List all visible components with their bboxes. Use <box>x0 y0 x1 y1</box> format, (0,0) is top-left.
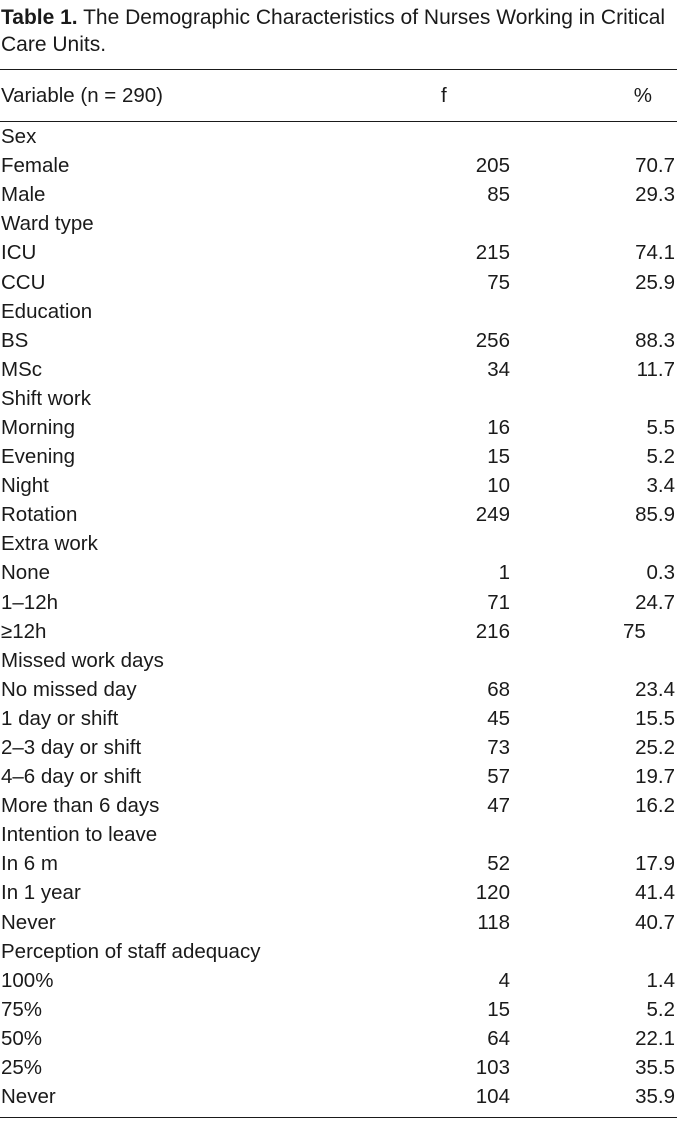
row-label: Female <box>1 154 70 178</box>
percent-cell: 25.9 <box>635 270 675 294</box>
row-label: MSc <box>1 357 42 381</box>
table-row <box>0 966 677 995</box>
frequency-cell: 103 <box>475 1056 510 1080</box>
percent-cell: 5.2 <box>646 445 675 469</box>
percent-value: 75 <box>623 619 646 643</box>
table-group-row <box>0 529 677 558</box>
table-row <box>0 908 677 937</box>
percent-cell: 11.7 <box>636 357 675 381</box>
frequency-cell: 215 <box>475 241 510 265</box>
frequency-cell: 104 <box>475 1085 510 1109</box>
percent-cell: 85.9 <box>635 503 675 527</box>
percent-cell: 22.1 <box>635 1026 675 1050</box>
column-header-percent: % <box>633 83 652 107</box>
table-group-row <box>0 820 677 849</box>
table-row <box>0 762 677 791</box>
frequency-cell: 71 <box>487 590 510 614</box>
percent-cell: 3.4 <box>646 474 675 498</box>
frequency-cell: 205 <box>475 154 510 178</box>
row-label: 25% <box>1 1056 43 1080</box>
frequency-cell: 47 <box>487 794 510 818</box>
table-row <box>0 471 677 500</box>
column-header-variable: Variable (n = 290) <box>1 83 164 107</box>
row-label: Evening <box>1 445 76 469</box>
table-group-row <box>0 646 677 675</box>
row-label: In 6 m <box>1 852 58 876</box>
row-label: Male <box>1 183 46 207</box>
frequency-cell: 68 <box>487 677 510 701</box>
frequency-cell: 64 <box>487 1026 510 1050</box>
row-label: 75% <box>1 997 43 1021</box>
percent-cell: 88.3 <box>635 328 675 352</box>
percent-cell: 29.3 <box>635 183 675 207</box>
percent-cell: 23.4 <box>635 677 675 701</box>
percent-cell: 5.5 <box>646 415 675 439</box>
table-row <box>0 442 677 471</box>
group-label: Extra work <box>1 532 98 556</box>
percent-cell: 24.7 <box>635 590 675 614</box>
row-label: CCU <box>1 270 46 294</box>
frequency-cell: 73 <box>487 736 510 760</box>
group-label: Intention to leave <box>1 823 158 847</box>
table-group-row <box>0 122 677 151</box>
row-label: Morning <box>1 415 76 439</box>
percent-cell: 17.9 <box>635 852 675 876</box>
frequency-cell: 249 <box>475 503 510 527</box>
row-label: ICU <box>1 241 37 265</box>
row-label: 100% <box>1 968 54 992</box>
row-label: 1 day or shift <box>1 706 119 730</box>
group-label: Education <box>1 299 93 323</box>
table-row <box>0 500 677 529</box>
table-caption <box>0 4 671 58</box>
group-label: Missed work days <box>1 648 164 672</box>
row-label: Night <box>1 474 49 498</box>
percent-cell: 35.9 <box>635 1085 675 1109</box>
table-row <box>0 355 677 384</box>
percent-cell: 0.3 <box>646 561 675 585</box>
row-label: Never <box>1 910 56 934</box>
table-row <box>0 1082 677 1111</box>
row-label: None <box>1 561 51 585</box>
frequency-cell: 45 <box>487 706 510 730</box>
percent-cell: 19.7 <box>635 765 675 789</box>
table-caption-label: Table 1. <box>1 6 78 29</box>
table-row <box>0 558 677 587</box>
frequency-cell: 216 <box>475 619 510 643</box>
percent-cell: 15.5 <box>635 706 675 730</box>
frequency-cell: 15 <box>487 445 510 469</box>
table-row <box>0 1024 677 1053</box>
table-row <box>0 326 677 355</box>
table-row <box>0 733 677 762</box>
frequency-cell: 4 <box>498 968 510 992</box>
row-label: In 1 year <box>1 881 81 905</box>
percent-cell: 40.7 <box>635 910 675 934</box>
percent-cell: 5.2 <box>646 997 675 1021</box>
percent-cell <box>510 617 677 646</box>
percent-cell: 25.2 <box>635 736 675 760</box>
table-row <box>0 849 677 878</box>
percent-cell: 16.2 <box>635 794 675 818</box>
row-label: More than 6 days <box>1 794 160 818</box>
table-row <box>0 180 677 209</box>
table-group-row <box>0 297 677 326</box>
table-body <box>0 122 677 1111</box>
percent-cell: 74.1 <box>635 241 675 265</box>
row-label: 1–12h <box>1 590 59 614</box>
percent-cell: 41.4 <box>635 881 675 905</box>
table-row <box>0 238 677 267</box>
frequency-cell: 15 <box>487 997 510 1021</box>
row-label: No missed day <box>1 677 137 701</box>
frequency-cell: 256 <box>475 328 510 352</box>
table-row <box>0 617 677 646</box>
row-label: 50% <box>1 1026 43 1050</box>
percent-cell: 1.4 <box>646 968 675 992</box>
group-label: Ward type <box>1 212 94 236</box>
demographics-table <box>0 70 677 121</box>
frequency-cell: 57 <box>487 765 510 789</box>
table-row <box>0 588 677 617</box>
frequency-cell: 1 <box>498 561 510 585</box>
table-group-row <box>0 209 677 238</box>
table-row <box>0 995 677 1024</box>
frequency-cell: 75 <box>487 270 510 294</box>
row-label: 2–3 day or shift <box>1 736 142 760</box>
frequency-cell: 85 <box>487 183 510 207</box>
table-row <box>0 151 677 180</box>
row-label: 4–6 day or shift <box>1 765 142 789</box>
table-caption-text: The Demographic Characteristics of Nurses Working in Critical Care Units. <box>1 6 666 56</box>
table-row <box>0 704 677 733</box>
table-bottom-rule <box>0 1117 677 1118</box>
table-row <box>0 267 677 296</box>
frequency-cell: 16 <box>487 415 510 439</box>
row-label: Never <box>1 1085 56 1109</box>
group-label: Shift work <box>1 386 91 410</box>
frequency-cell: 118 <box>477 910 510 934</box>
table-row <box>0 878 677 907</box>
table-row <box>0 1053 677 1082</box>
group-label: Perception of staff adequacy <box>1 939 261 963</box>
table-row <box>0 413 677 442</box>
demographics-table-body <box>0 122 677 1111</box>
frequency-cell: 34 <box>487 357 510 381</box>
percent-cell: 35.5 <box>635 1056 675 1080</box>
table-row <box>0 791 677 820</box>
row-label: ≥12h <box>1 619 47 643</box>
frequency-cell: 52 <box>487 852 510 876</box>
frequency-cell: 10 <box>487 474 510 498</box>
group-label: Sex <box>1 125 37 149</box>
row-label: Rotation <box>1 503 78 527</box>
column-header-frequency: f <box>441 83 447 107</box>
row-label: BS <box>1 328 29 352</box>
frequency-cell: 120 <box>475 881 510 905</box>
table-header-row <box>0 70 677 121</box>
table-row <box>0 675 677 704</box>
table-group-row <box>0 937 677 966</box>
percent-cell: 70.7 <box>635 154 675 178</box>
table-group-row <box>0 384 677 413</box>
